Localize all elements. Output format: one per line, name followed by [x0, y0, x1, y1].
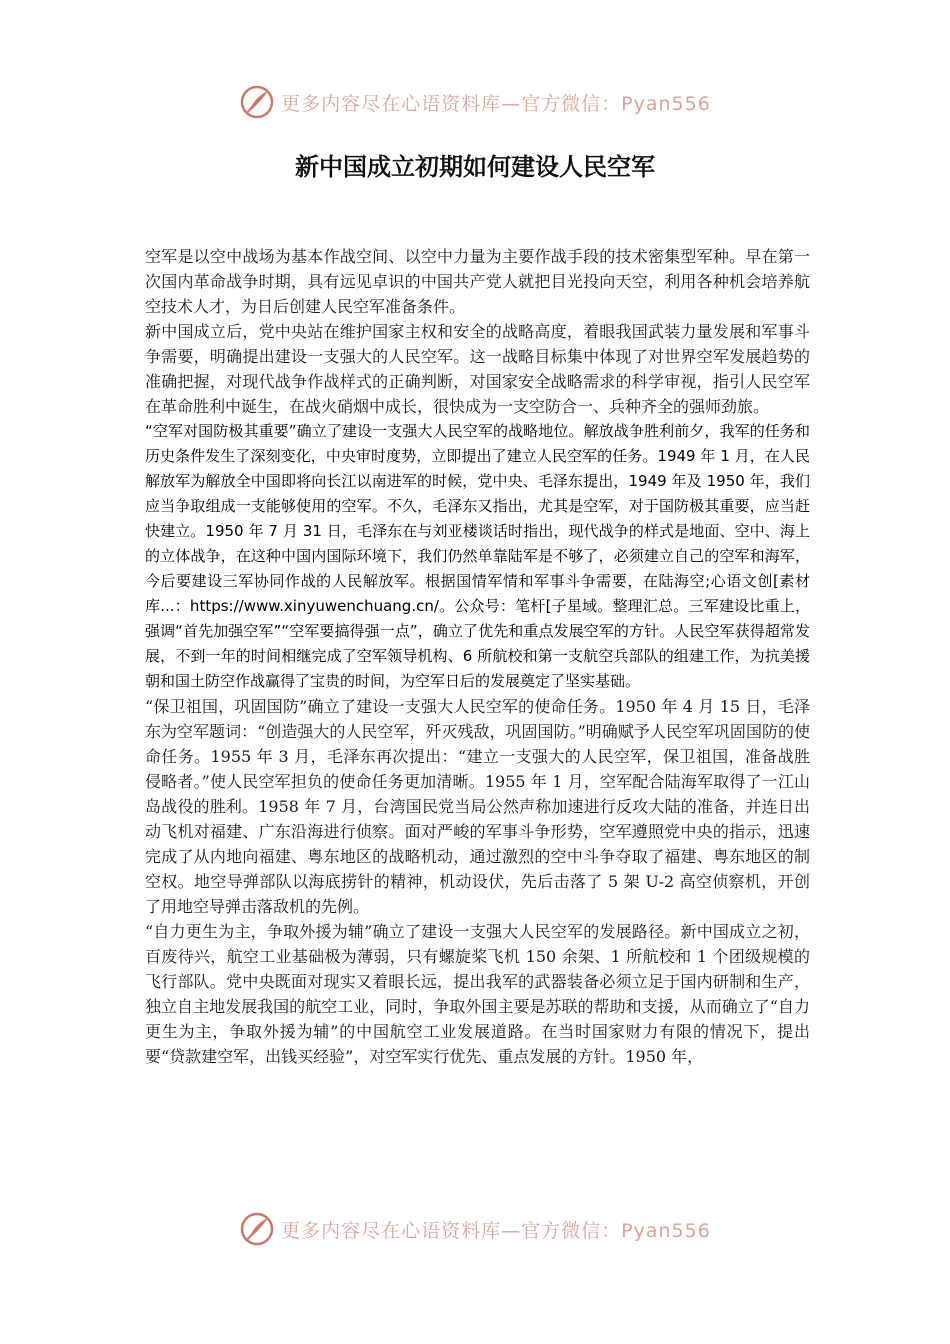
paragraph: 空军是以空中战场为基本作战空间、以空中力量为主要作战手段的技术密集型军种。早在第一次国内革命战争时期，具有远见卓识的中国共产党人就把目光投向天空，利用各种机会培养航空技术人才，为日后创建人民空军准备条件。: [145, 247, 810, 316]
paragraph: “自力更生为主，争取外援为辅”确立了建设一支强大人民空军的发展路径。新中国成立之初，百废待兴，航空工业基础极为薄弱，只有螺旋桨飞机 150 余架、1 所航校和 1 个团级规模的飞行部队。党中央既面对现实又着眼长远，提出我军的武器装备必须立足于国内研制和生产，独立自主地发展我国的航空工业，同时，争取外国主要是苏联的帮助和支援，从而确立了“自力更生为主，争取外援为辅”的中国航空工业发展道路。在当时国家财力有限的情况下，提出要“贷款建空军，出钱买经验”，对空军实行优先、重点发展的方针。1950 年，: [145, 922, 810, 1066]
header-watermark-text: 更多内容尽在心语资料库—官方微信：Pyan556: [281, 92, 711, 115]
paragraph: “保卫祖国，巩固国防”确立了建设一支强大人民空军的使命任务。1950 年 4 月 15 日，毛泽东为空军题词：“创造强大的人民空军，歼灭残敌，巩固国防。”明确赋予人民空军巩固国防的使命任务。1955 年 3 月，毛泽东再次提出：“建立一支强大的人民空军，保卫祖国，准备战胜侵略者。”使人民空军担负的使命任务更加清晰。1955 年 1 月，空军配合陆海军取得了一江山岛战役的胜利。1958 年 7 月，台湾国民党当局公然声称加速进行反攻大陆的准备，并连日出动飞机对福建、广东沿海进行侦察。面对严峻的军事斗争形势，空军遵照党中央的指示，迅速完成了从内地向福建、粤东地区的战略机动，通过激烈的空中斗争夺取了福建、粤东地区的制空权。地空导弹部队以海底捞针的精神，机动设伏，先后击落了 5 架 U-2 高空侦察机，开创了用地空导弹击落敌机的先例。: [145, 697, 810, 916]
paragraph: 新中国成立后，党中央站在维护国家主权和安全的战略高度，着眼我国武装力量发展和军事斗争需要，明确提出建设一支强大的人民空军。这一战略目标集中体现了对世界空军发展趋势的准确把握，对现代战争作战样式的正确判断，对国家安全战略需求的科学审视，指引人民空军在革命胜利中诞生，在战火硝烟中成长，很快成为一支空防合一、兵种齐全的强师劲旅。: [145, 322, 810, 416]
document-body: [145, 244, 810, 1069]
paragraph: “空军对国防极其重要”确立了建设一支强大人民空军的战略地位。解放战争胜利前夕，我军的任务和历史条件发生了深刻变化，中央审时度势，立即提出了建立人民空军的任务。1949 年 1 月，在人民解放军为解放全中国即将向长江以南进军的时候，党中央、毛泽东提出，1949 年及 1950 年，我们应当争取组成一支能够使用的空军。不久，毛泽东又指出，尤其是空军，对于国防极其重要，应当赶快建立。1950 年 7 月 31 日，毛泽东在与刘亚楼谈话时指出，现代战争的样式是地面、空中、海上的立体战争，在这种中国内国际环境下，我们仍然单靠陆军是不够了，必须建立自己的空军和海军，今后要建设三军协同作战的人民解放军。根据国情军情和军事斗争需要，在陆海空;心语文创[素材库...：https://www.xinyuwenchuang.cn/。公众号：笔杆[子星域。整理汇总。三军建设比重上，强调“首先加强空军”“空军要搞得强一点”，确立了优先和重点发展空军的方针。人民空军获得超常发展，不到一年的时间相继完成了空军领导机构、6 所航校和第一支航空兵部队的组建工作，为抗美援朝和国土防空作战赢得了宝贵的时间，为空军日后的发展奠定了坚实基础。: [145, 422, 810, 690]
header-watermark: [0, 80, 950, 124]
quill-pen-logo-icon: [239, 84, 275, 120]
document-title: 新中国成立初期如何建设人民空军: [295, 152, 655, 181]
footer-watermark-text: 更多内容尽在心语资料库—官方微信：Pyan556: [281, 1219, 711, 1242]
footer-watermark: [0, 1207, 950, 1251]
quill-pen-logo-icon: [239, 1211, 275, 1247]
